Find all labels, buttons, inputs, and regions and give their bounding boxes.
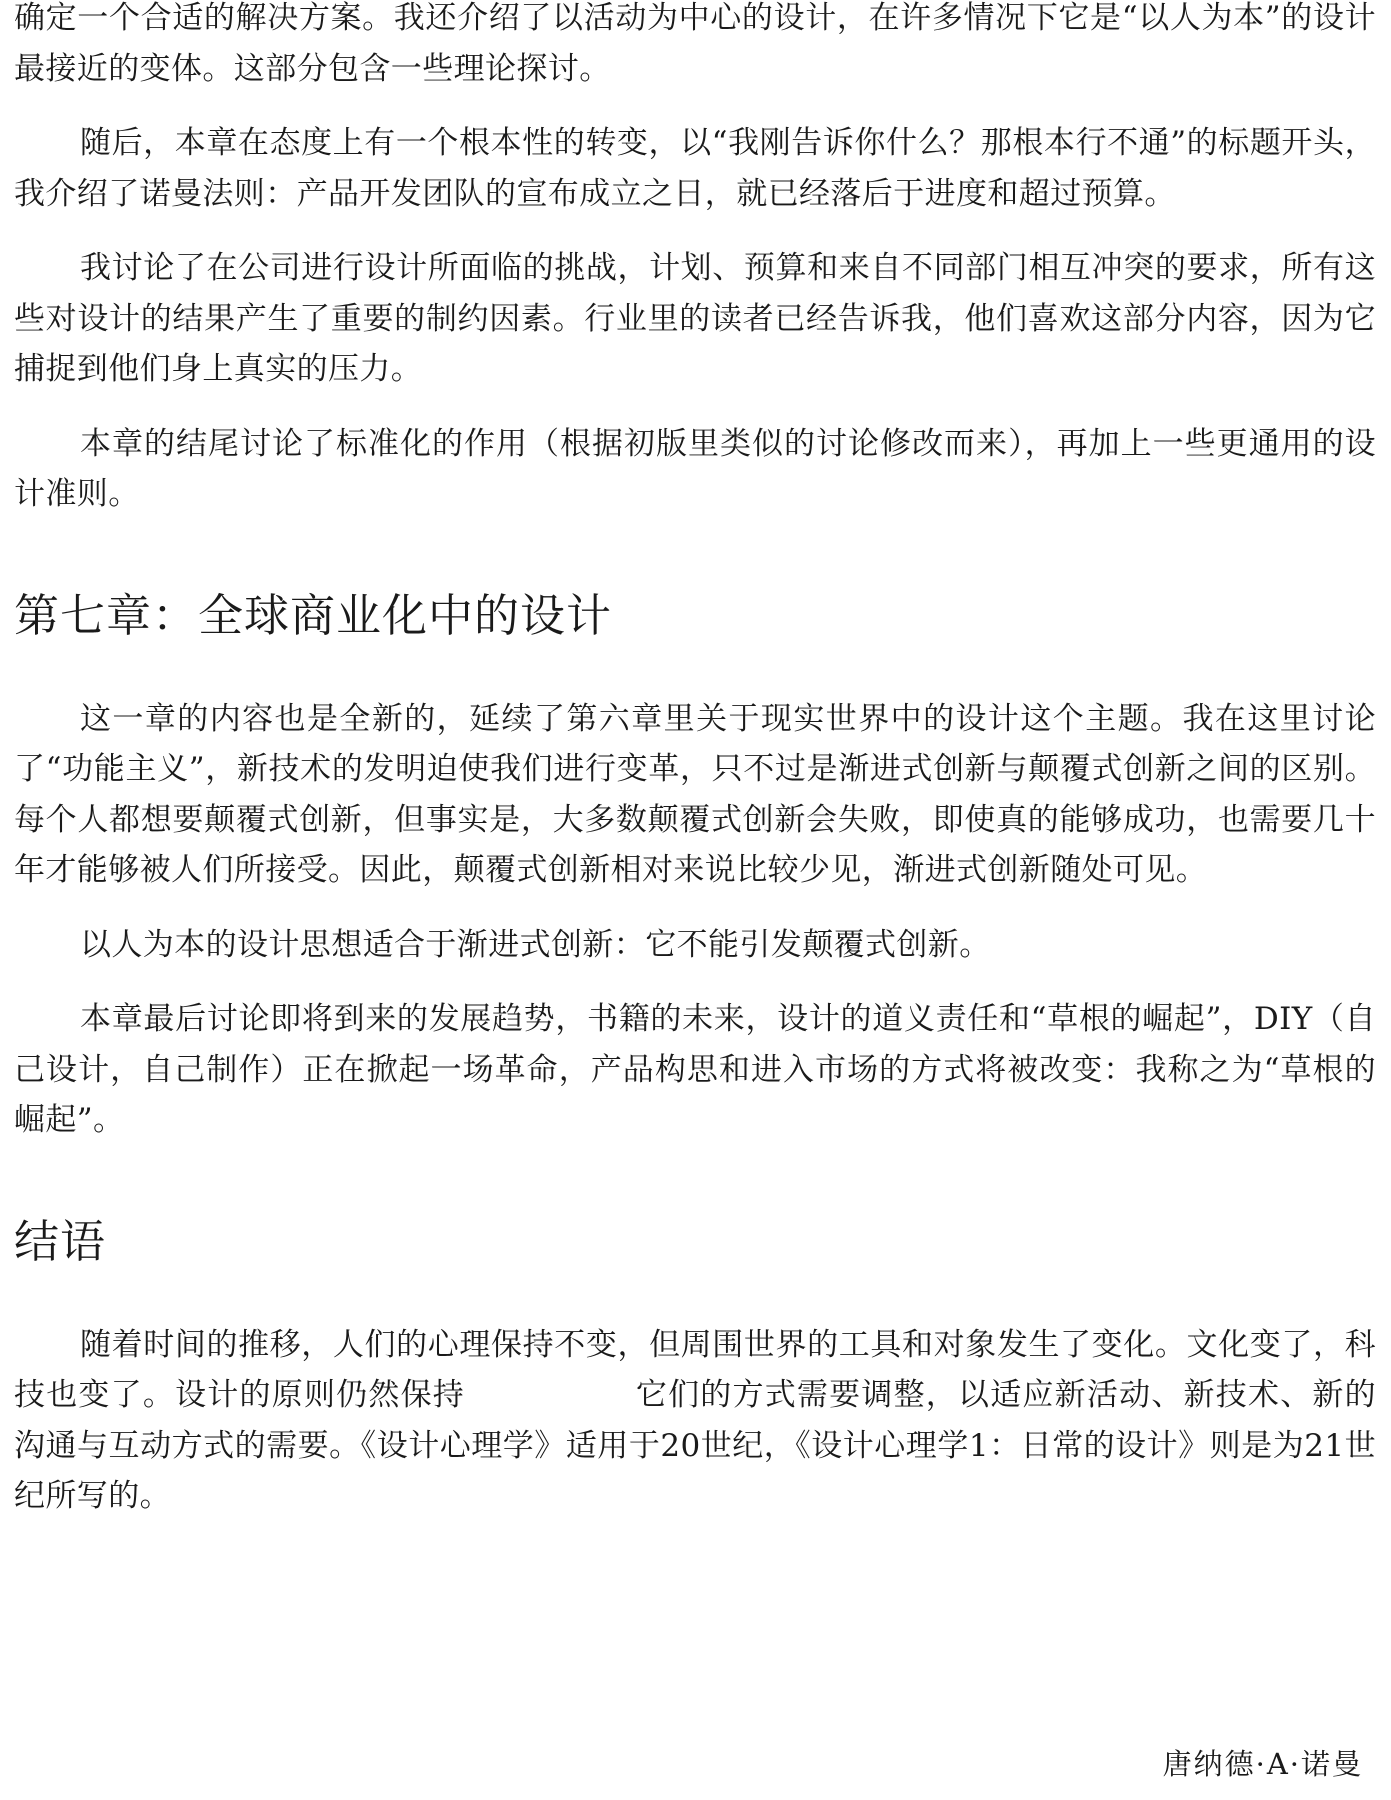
- author-signature: 唐纳德·A·诺曼: [1162, 1747, 1363, 1781]
- conclusion-text-part-2: 它们的方式需要调整，以适应新活动、新技术、新的沟通与互动方式的需要。《设计心理学》适用于20世纪，《设计心理学1：日常的设计》则是为21世纪所写的。: [14, 1377, 1376, 1514]
- intro-paragraph-1: 随后，本章在态度上有一个根本性的转变，以“我刚告诉你什么？那根本行不通”的标题开头，我介绍了诺曼法则：产品开发团队的宣布成立之日，就已经落后于进度和超过预算。: [14, 125, 1376, 212]
- conclusion-heading: 结语: [14, 1214, 107, 1268]
- intro-paragraph-0: 确定一个合适的解决方案。我还介绍了以活动为中心的设计，在许多情况下它是“以人为本”的设计最接近的变体。这部分包含一些理论探讨。: [14, 0, 1376, 87]
- document-page: [14, 0, 1376, 1522]
- chapter7-paragraph-3: 本章最后讨论即将到来的发展趋势，书籍的未来，设计的道义责任和“草根的崛起”，DIY（自己设计，自己制作）正在掀起一场革命，产品构思和进入市场的方式将被改变：我称之为“草根的崛起”。: [14, 1001, 1376, 1138]
- chapter7-paragraph-2: 以人为本的设计思想适合于渐进式创新：它不能引发颠覆式创新。: [80, 926, 991, 963]
- intro-paragraph-2: 我讨论了在公司进行设计所面临的挑战，计划、预算和来自不同部门相互冲突的要求，所有这些对设计的结果产生了重要的制约因素。行业里的读者已经告诉我，他们喜欢这部分内容，因为它捕捉到他们身上真实的压力。: [14, 250, 1376, 387]
- intro-paragraph-3: 本章的结尾讨论了标准化的作用（根据初版里类似的讨论修改而来），再加上一些更通用的设计准则。: [14, 425, 1376, 512]
- conclusion-paragraph: [14, 1320, 1376, 1522]
- chapter7-heading: 第七章：全球商业化中的设计: [14, 588, 613, 642]
- conclusion-text-part-1: 随着时间的推移，人们的心理保持不变，但周围世界的工具和对象发生了变化。文化变了，科技也变了。设计的原则仍然保持: [14, 1326, 1376, 1413]
- chapter7-paragraph-1: 这一章的内容也是全新的，延续了第六章里关于现实世界中的设计这个主题。我在这里讨论了“功能主义”，新技术的发明迫使我们进行变革，只不过是渐进式创新与颠覆式创新之间的区别。每个人都想要颠覆式创新，但事实是，大多数颠覆式创新会失败，即使真的能够成功，也需要几十年才能够被人们所接受。因此，颠覆式创新相对来说比较少见，渐进式创新随处可见。: [14, 700, 1376, 888]
